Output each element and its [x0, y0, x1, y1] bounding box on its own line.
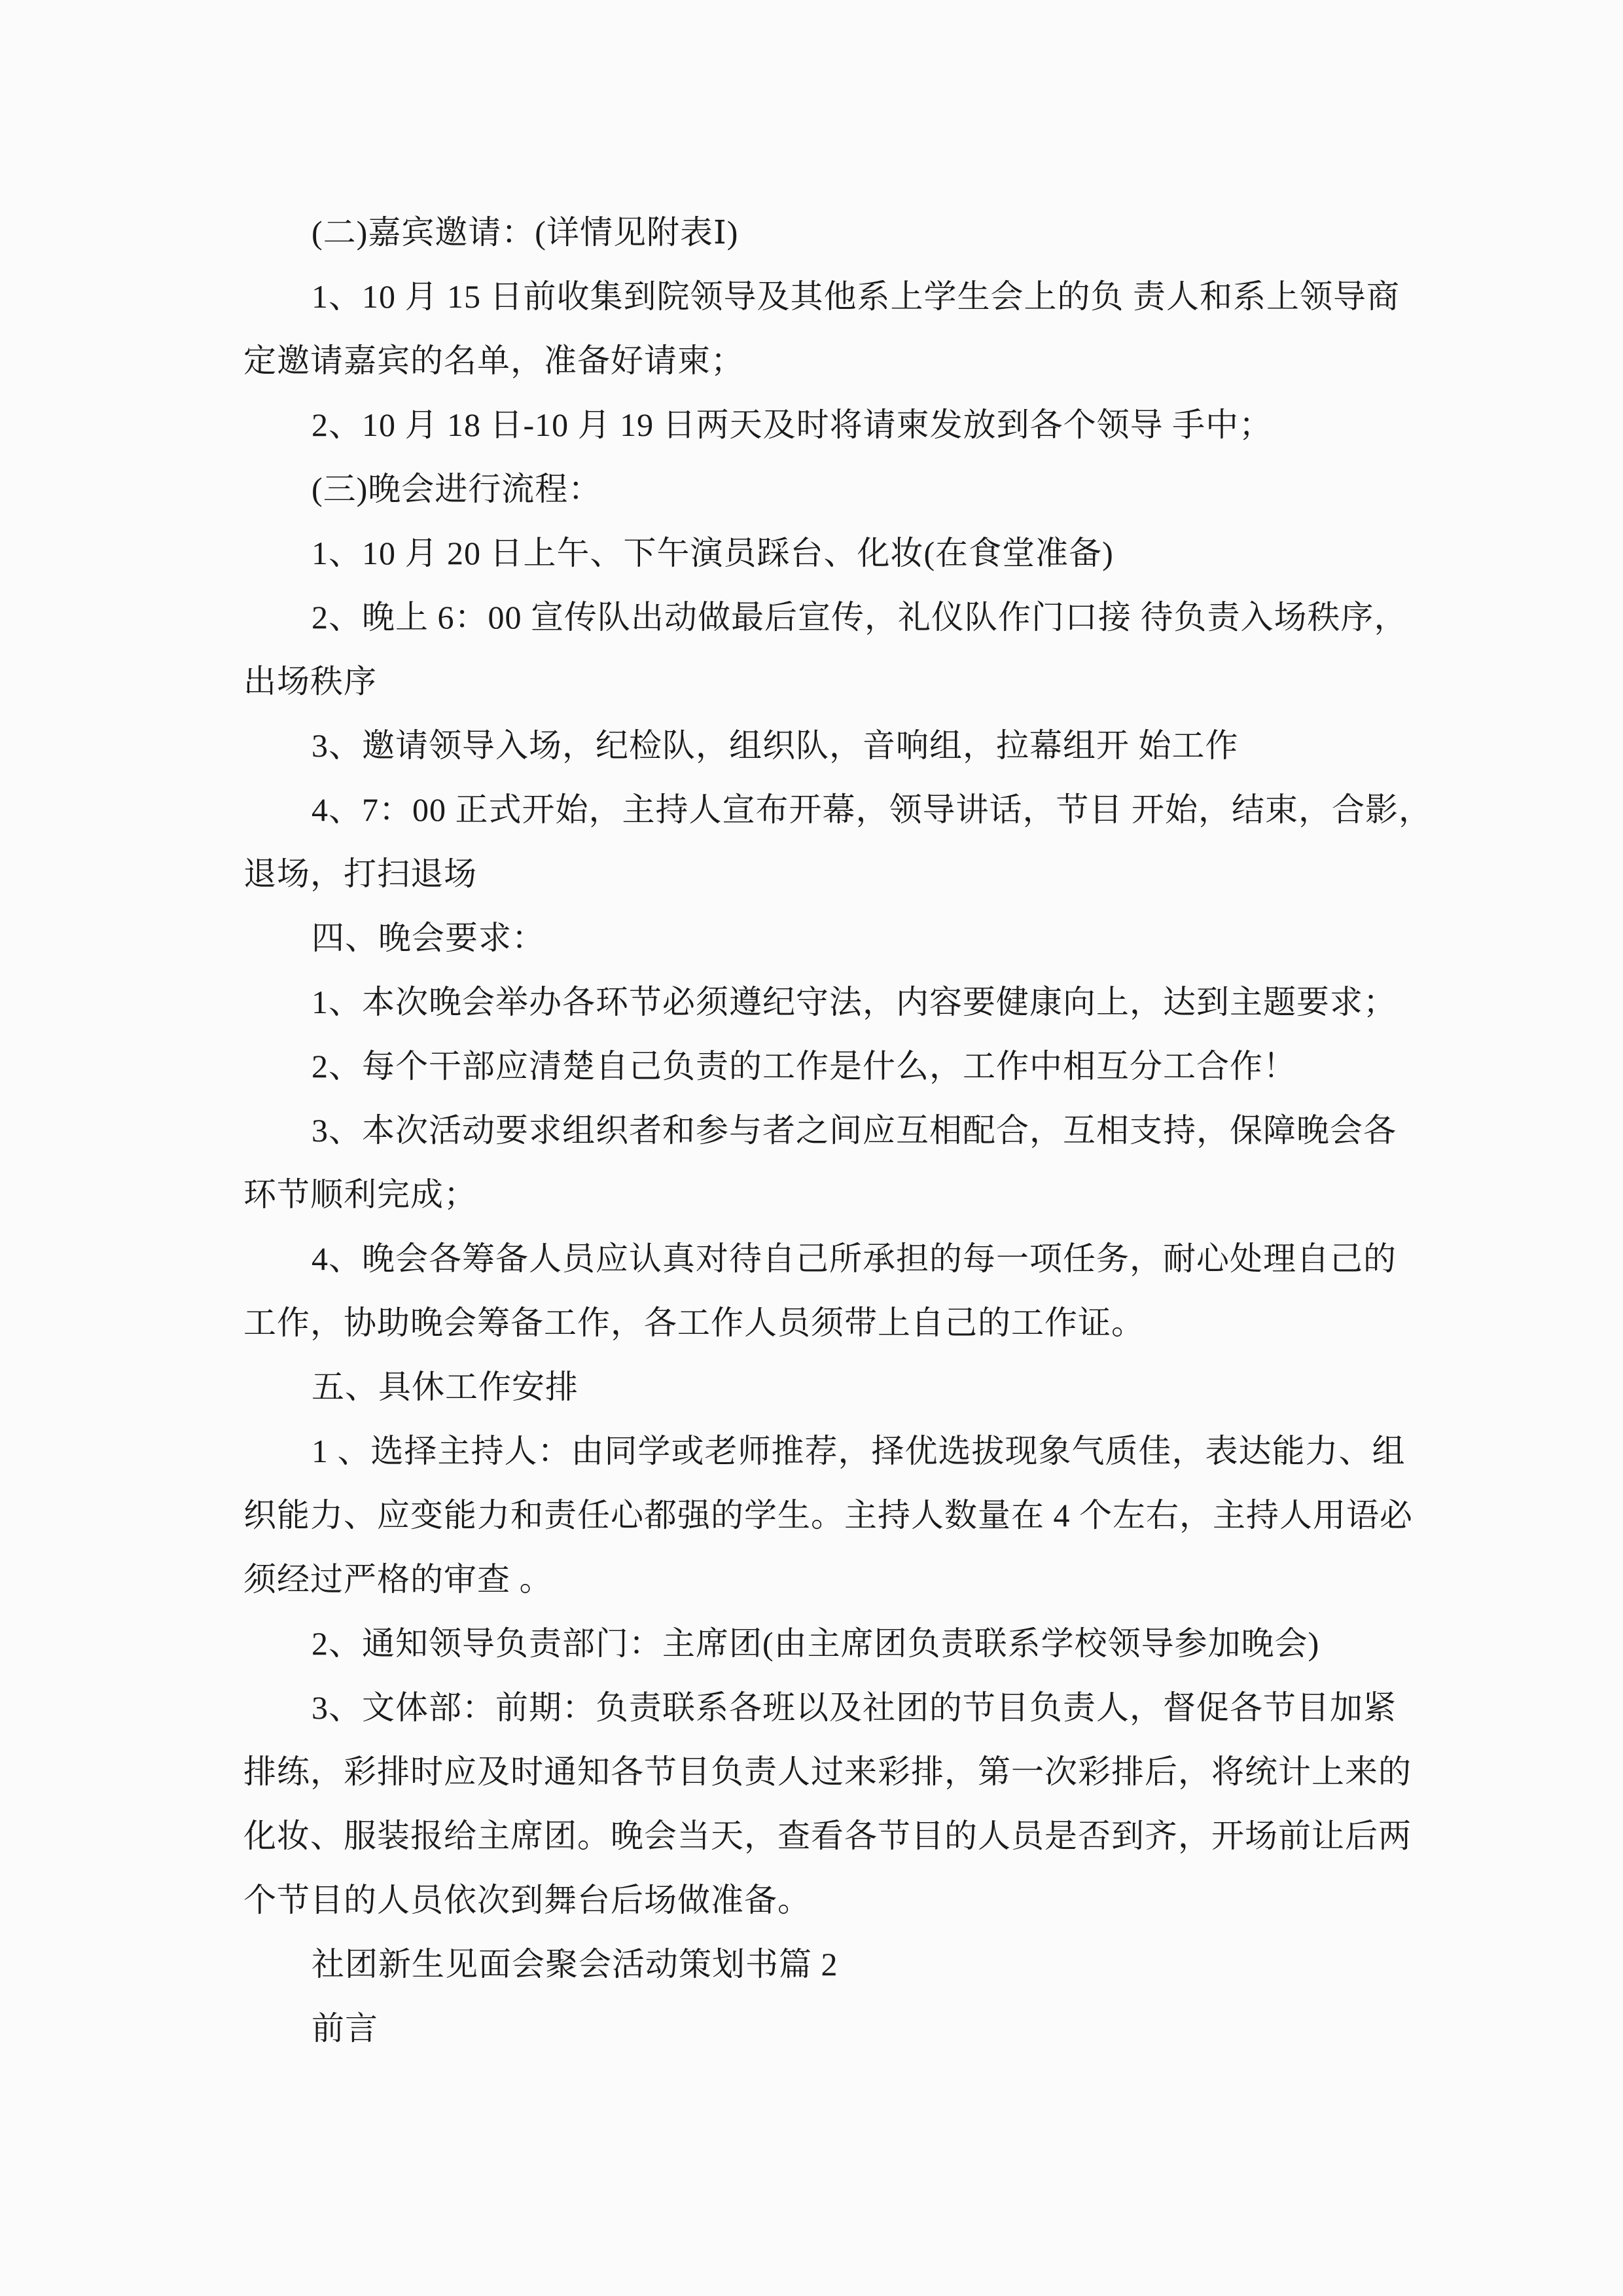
text-line: (二)嘉宾邀请：(详情见附表Ⅰ) [312, 214, 739, 251]
text-line: 3、本次活动要求组织者和参与者之间应互相配合，互相支持，保障晚会各 [312, 1112, 1397, 1149]
text-line: 1、10 月 20 日上午、下午演员踩台、化妆(在食堂准备) [312, 535, 1114, 571]
text-line: 五、具休工作安排 [312, 1369, 579, 1405]
text-line: 前言 [312, 2010, 378, 2047]
text-line: 须经过严格的审查 。 [243, 1561, 553, 1598]
text-line: 3、邀请领导入场，纪检队，组织队，音响组，拉幕组开 始工作 [312, 727, 1239, 764]
document-body [243, 200, 1432, 2060]
text-line: 2、晚上 6：00 宣传队出动做最后宣传，礼仪队作门口接 待负责入场秩序， [312, 599, 1408, 636]
text-line: 2、每个干部应清楚自己负责的工作是什么，工作中相互分工合作！ [312, 1048, 1296, 1085]
text-line: 2、通知领导负责部门：主席团(由主席团负责联系学校领导参加晚会) [312, 1625, 1320, 1662]
text-line: 1、10 月 15 日前收集到院领导及其他系上学生会上的负 责人和系上领导商 [312, 278, 1400, 315]
text-line: 4、7：00 正式开始，主持人宣布开幕，领导讲话，节目 开始，结束，合影， [312, 791, 1432, 828]
text-line: 工作，协助晚会筹备工作，各工作人员须带上自己的工作证。 [243, 1304, 1145, 1341]
text-line: 2、10 月 18 日-10 月 19 日两天及时将请柬发放到各个领导 手中； [312, 406, 1273, 443]
text-line: 排练，彩排时应及时通知各节目负责人过来彩排，第一次彩排后，将统计上来的 [243, 1753, 1412, 1790]
text-line: 环节顺利完成； [243, 1176, 477, 1213]
text-line: 出场秩序 [243, 663, 377, 700]
text-line: 化妆、服装报给主席团。晚会当天，查看各节目的人员是否到齐，开场前让后两 [243, 1818, 1412, 1854]
text-line: 织能力、应变能力和责任心都强的学生。主持人数量在 4 个左右，主持人用语必 [243, 1497, 1413, 1534]
text-line: 退场，打扫退场 [243, 855, 477, 892]
text-line: 1、本次晚会举办各环节必须遵纪守法，内容要健康向上，达到主题要求； [312, 984, 1397, 1020]
text-line: 社团新生见面会聚会活动策划书篇 2 [312, 1946, 838, 1982]
text-line: 4、晚会各筹备人员应认真对待自己所承担的每一项任务，耐心处理自己的 [312, 1240, 1397, 1277]
text-line: 3、文体部：前期：负责联系各班以及社团的节目负责人，督促各节目加紧 [312, 1689, 1397, 1726]
text-line: 个节目的人员依次到舞台后场做准备。 [243, 1882, 811, 1918]
text-line: 四、晚会要求： [312, 920, 545, 956]
text-line: 1 、选择主持人：由同学或老师推荐，择优选拔现象气质佳，表达能力、组 [312, 1433, 1406, 1469]
text-line: (三)晚会进行流程： [312, 471, 602, 507]
text-line: 定邀请嘉宾的名单，准备好请柬； [243, 342, 744, 379]
